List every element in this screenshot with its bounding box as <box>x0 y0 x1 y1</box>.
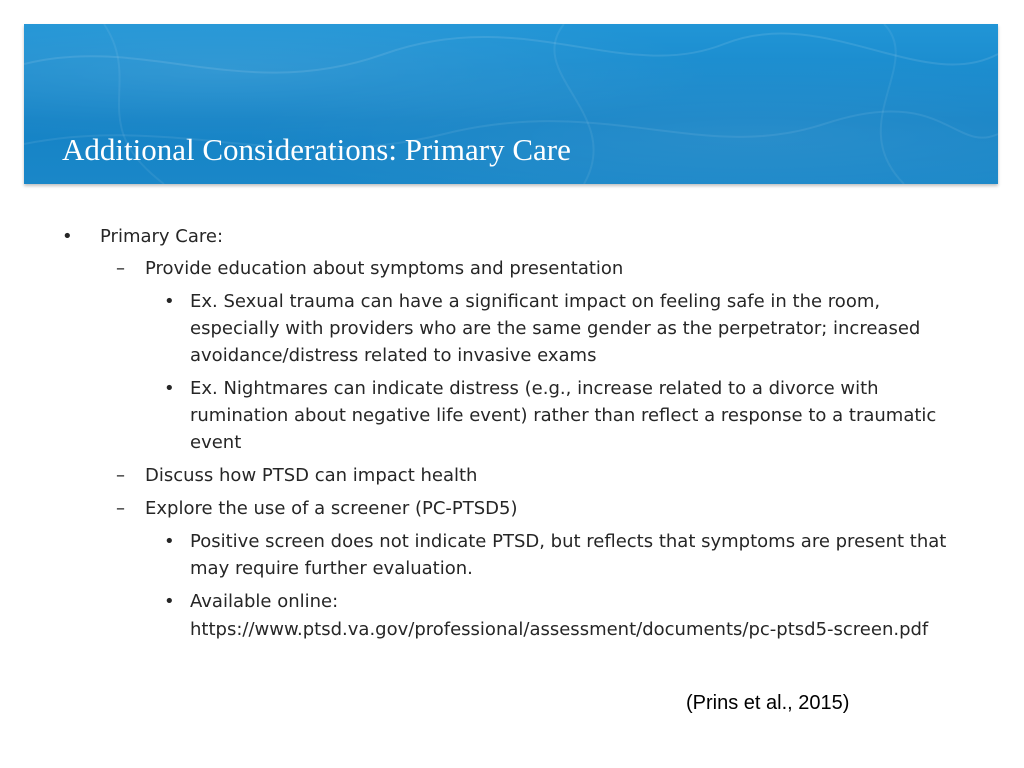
sub-positive-screen-line-1: Positive screen does not indicate PTSD, but reflects that symptoms are present that <box>190 531 947 552</box>
sub-sexual-trauma-line-1: Ex. Sexual trauma can have a significant impact on feeling safe in the room, <box>190 291 881 312</box>
citation: (Prins et al., 2015) <box>686 692 850 714</box>
sub-nightmares-line-3: event <box>190 432 242 453</box>
sub-nightmares-line-2: rumination about negative life event) rather than reflect a response to a traumatic <box>190 405 937 426</box>
sub-bullet-marker: • <box>164 531 175 552</box>
sub-bullet-marker: • <box>164 591 175 612</box>
dash-marker: – <box>116 258 125 279</box>
sub-positive-screen-line-2: may require further evaluation. <box>190 558 473 579</box>
sub-sexual-trauma-line-3: avoidance/distress related to invasive exams <box>190 345 597 366</box>
sub-bullet-marker: • <box>164 291 175 312</box>
screener-link[interactable]: https://www.ptsd.va.gov/professional/assessment/documents/pc-ptsd5-screen.pdf <box>190 619 929 640</box>
slide-title: Additional Considerations: Primary Care <box>62 132 571 167</box>
sub-sexual-trauma-line-2: especially with providers who are the same gender as the perpetrator; increased <box>190 318 921 339</box>
dash-marker: – <box>116 465 125 486</box>
sub-available-online: Available online: <box>190 591 339 612</box>
dash-marker: – <box>116 498 125 519</box>
item-explore-screener: Explore the use of a screener (PC-PTSD5) <box>145 498 518 519</box>
sub-bullet-marker: • <box>164 378 175 399</box>
bullet-marker: • <box>62 226 73 247</box>
item-discuss-ptsd: Discuss how PTSD can impact health <box>145 465 478 486</box>
bullet-primary-care: Primary Care: <box>100 226 224 247</box>
item-provide-education: Provide education about symptoms and presentation <box>145 258 624 279</box>
sub-nightmares-line-1: Ex. Nightmares can indicate distress (e.g., increase related to a divorce with <box>190 378 879 399</box>
